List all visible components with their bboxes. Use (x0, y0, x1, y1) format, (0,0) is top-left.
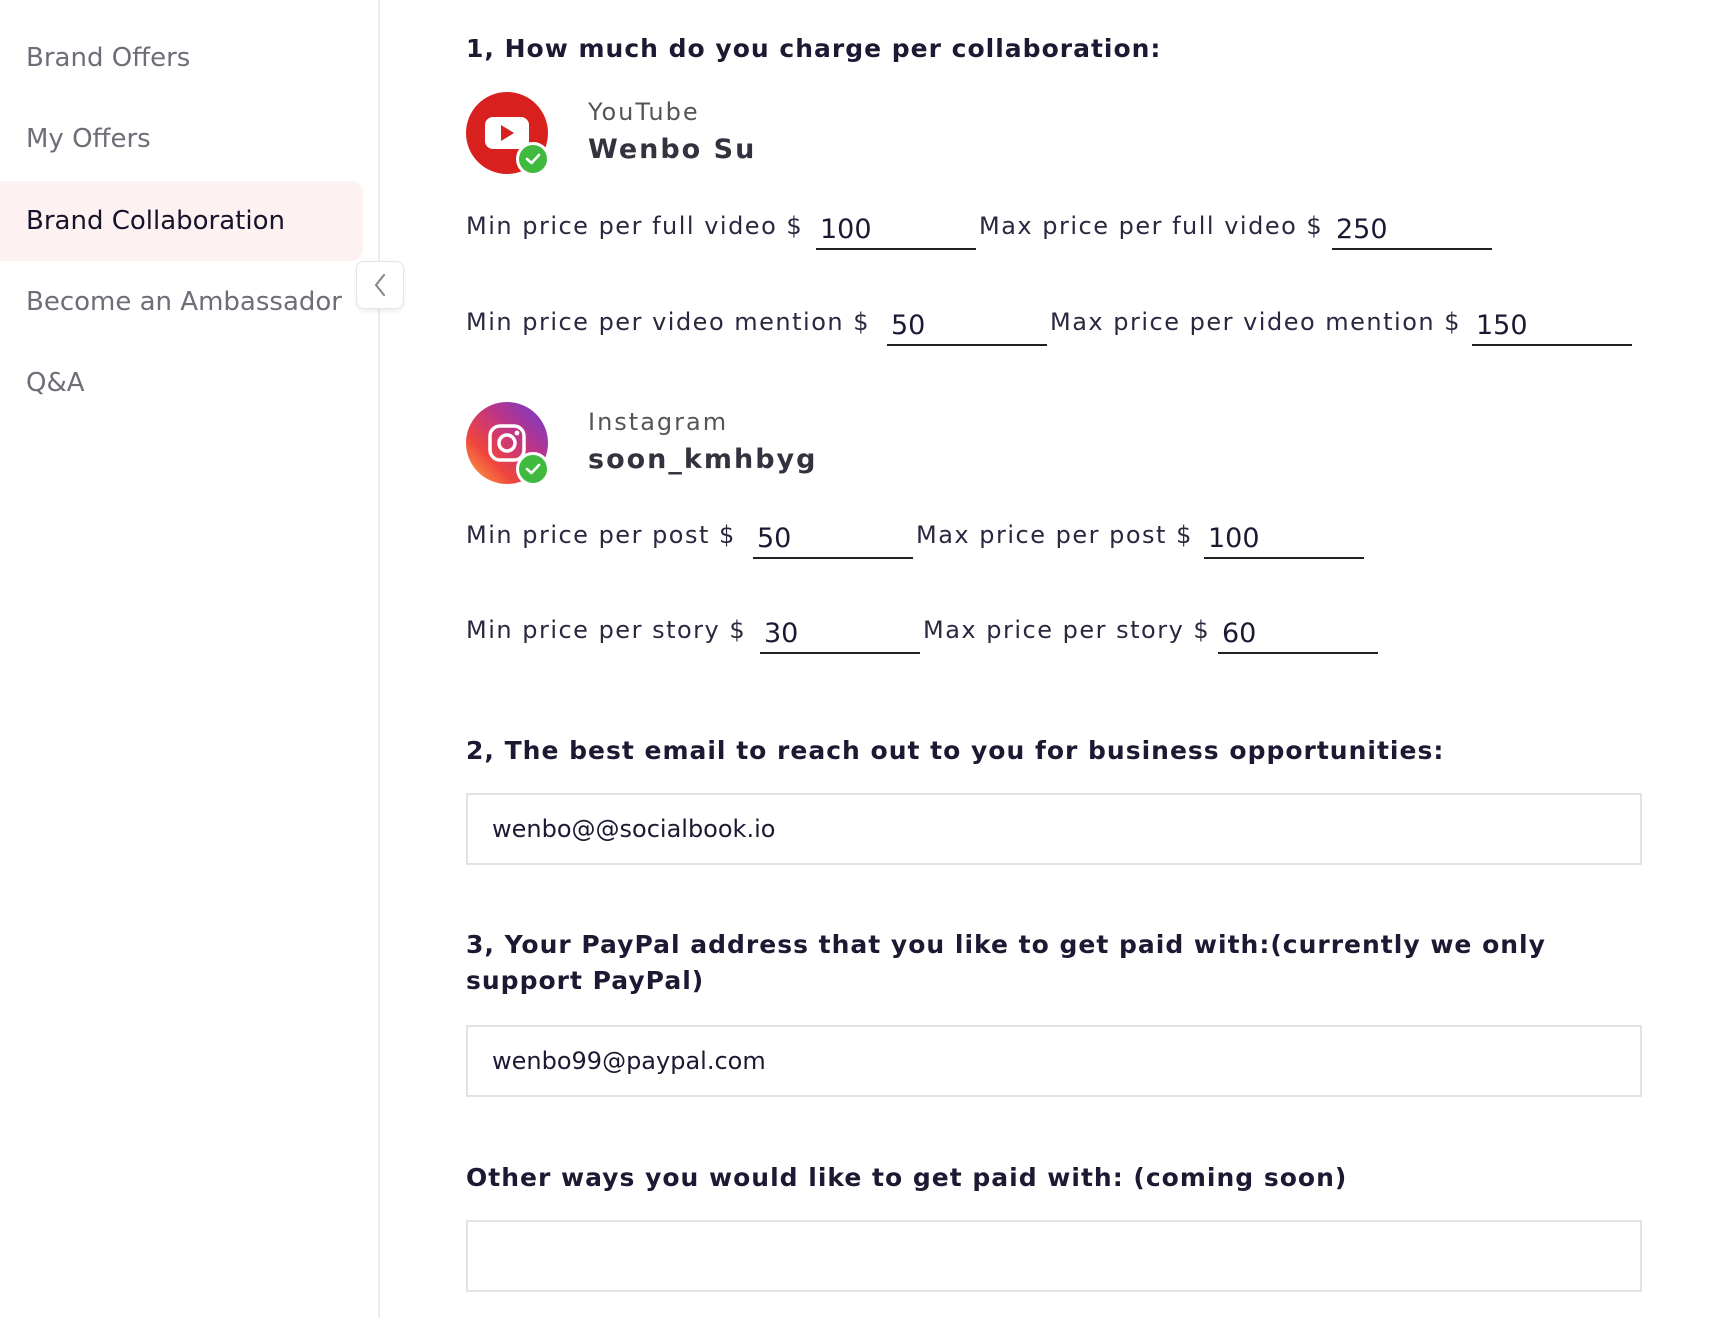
question-3-title: 3, Your PayPal address that you like to get paid with:(currently we only support PayPal) (466, 930, 1546, 995)
verified-check-icon (516, 142, 550, 176)
other-payment-input[interactable] (466, 1220, 1642, 1292)
max-post-label: Max price per post $ (916, 521, 1193, 549)
sidebar-item-brand-collaboration[interactable]: Brand Collaboration (0, 181, 363, 261)
max-full-video-label: Max price per full video $ (979, 212, 1324, 240)
youtube-account (466, 92, 1066, 176)
sidebar-item-become-ambassador[interactable]: Become an Ambassador (26, 287, 342, 317)
account-handle: soon_kmhbyg (588, 444, 818, 475)
max-story-label: Max price per story $ (923, 616, 1211, 644)
max-post-input[interactable] (1204, 519, 1364, 559)
account-handle: Wenbo Su (588, 134, 757, 165)
max-video-mention-label: Max price per video mention $ (1050, 308, 1462, 336)
min-post-label: Min price per post $ (466, 521, 736, 549)
max-full-video-input[interactable] (1332, 210, 1492, 250)
max-video-mention-input[interactable] (1472, 306, 1632, 346)
min-post-input[interactable] (753, 519, 913, 559)
platform-name: Instagram (588, 408, 729, 436)
max-story-input[interactable] (1218, 614, 1378, 654)
min-video-mention-label: Min price per video mention $ (466, 308, 870, 336)
sidebar-item-my-offers[interactable]: My Offers (26, 124, 151, 154)
sidebar-item-qa[interactable]: Q&A (26, 368, 85, 398)
paypal-address-input[interactable] (466, 1025, 1642, 1097)
min-video-mention-input[interactable] (887, 306, 1047, 346)
chevron-left-icon (371, 272, 389, 298)
main-content (466, 0, 1666, 1318)
other-payment-title: Other ways you would like to get paid with: (coming soon) (466, 1163, 1348, 1192)
question-2-title: 2, The best email to reach out to you for business opportunities: (466, 736, 1445, 765)
min-story-label: Min price per story $ (466, 616, 747, 644)
min-full-video-input[interactable] (816, 210, 976, 250)
verified-check-icon (516, 452, 550, 486)
question-1-title: 1, How much do you charge per collaboration: (466, 34, 1162, 63)
sidebar-item-brand-offers[interactable]: Brand Offers (26, 43, 191, 73)
min-story-input[interactable] (760, 614, 920, 654)
business-email-input[interactable] (466, 793, 1642, 865)
sidebar-collapse-button[interactable] (356, 261, 404, 309)
sidebar (0, 0, 380, 1318)
min-full-video-label: Min price per full video $ (466, 212, 804, 240)
platform-name: YouTube (588, 98, 700, 126)
instagram-account (466, 402, 1066, 486)
